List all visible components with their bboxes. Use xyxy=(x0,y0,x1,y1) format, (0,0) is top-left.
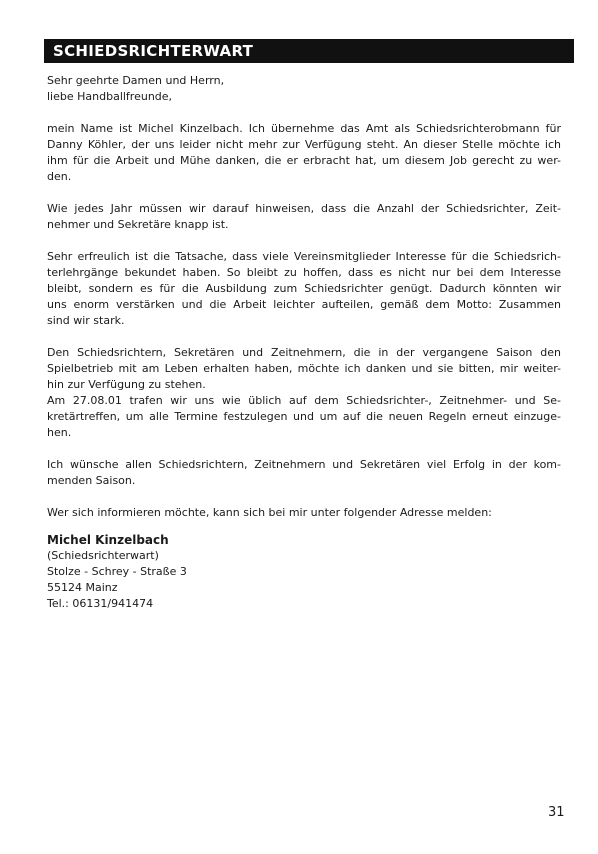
text-line: den. xyxy=(47,170,72,183)
letter-body xyxy=(47,73,561,537)
text-line: terlehrgänge bekundet haben. So bleibt zu hoffen, dass es nicht nur bei dem Interesse xyxy=(47,266,561,279)
signature-role: (Schiedsrichterwart) xyxy=(47,549,159,562)
salutation xyxy=(47,73,561,105)
text-line: Den Schiedsrichtern, Sekretären und Zeitnehmern, die in der vergangene Saison den xyxy=(47,346,561,359)
signature-phone: Tel.: 06131/941474 xyxy=(47,597,154,610)
text-line: Wie jedes Jahr müssen wir darauf hinweisen, dass die Anzahl der Schiedsrichter, Zeit- xyxy=(47,202,561,215)
signature-city: 55124 Mainz xyxy=(47,581,118,594)
text-line: mein Name ist Michel Kinzelbach. Ich übernehme das Amt als Schiedsrichterobmann für xyxy=(47,122,561,135)
text-line: nehmer und Sekretäre knapp ist. xyxy=(47,218,229,231)
text-line: Ich wünsche allen Schiedsrichtern, Zeitnehmern und Sekretären viel Erfolg in der kom- xyxy=(47,458,561,471)
text-line: Danny Köhler, der uns leider nicht mehr zur Verfügung steht. An dieser Stelle möchte ich xyxy=(47,138,561,151)
text-line: ihm für die Arbeit und Mühe danken, die er erbracht hat, um diesem Job gerecht zu wer- xyxy=(47,154,561,167)
text-line: kretärtreffen, um alle Termine festzulegen und um auf die neuen Regeln erneut einzuge- xyxy=(47,410,561,423)
paragraph-interest xyxy=(47,249,561,329)
text-line: Wer sich informieren möchte, kann sich bei mir unter folgender Adresse melden: xyxy=(47,506,492,519)
paragraph-introduction xyxy=(47,121,561,185)
section-title: SCHIEDSRICHTERWART xyxy=(53,42,254,60)
paragraph-thanks xyxy=(47,345,561,393)
signature-name: Michel Kinzelbach xyxy=(47,533,169,547)
signature-block xyxy=(47,532,187,612)
text-line: menden Saison. xyxy=(47,474,136,487)
text-line: hen. xyxy=(47,426,72,439)
text-line: hin zur Verfügung zu stehen. xyxy=(47,378,206,391)
text-line: sind wir stark. xyxy=(47,314,125,327)
salutation-line: Sehr geehrte Damen und Herrn, xyxy=(47,74,225,87)
text-line: Sehr erfreulich ist die Tatsache, dass viele Vereinsmitglieder Interesse für die Schiedsrich- xyxy=(47,250,561,263)
paragraph-contact xyxy=(47,505,561,521)
page-number: 31 xyxy=(548,805,565,820)
text-line: Am 27.08.01 trafen wir uns wie üblich auf dem Schiedsrichter-, Zeitnehmer- und Se- xyxy=(47,394,561,407)
text-line: Spielbetrieb mit am Leben erhalten haben, möchte ich danken und sie bitten, mir weiter- xyxy=(47,362,561,375)
paragraph-meeting xyxy=(47,393,561,441)
text-line: uns enorm verstärken und die Arbeit leichter aufteilen, gemäß dem Motto: Zusammen xyxy=(47,298,561,311)
salutation-line: liebe Handballfreunde, xyxy=(47,90,173,103)
signature-street: Stolze - Schrey - Straße 3 xyxy=(47,565,187,578)
paragraph-shortage xyxy=(47,201,561,233)
text-line: bleibt, sondern es für die Ausbildung zum Schiedsrichter genügt. Dadurch könnten wir xyxy=(47,282,561,295)
paragraph-wishes xyxy=(47,457,561,489)
